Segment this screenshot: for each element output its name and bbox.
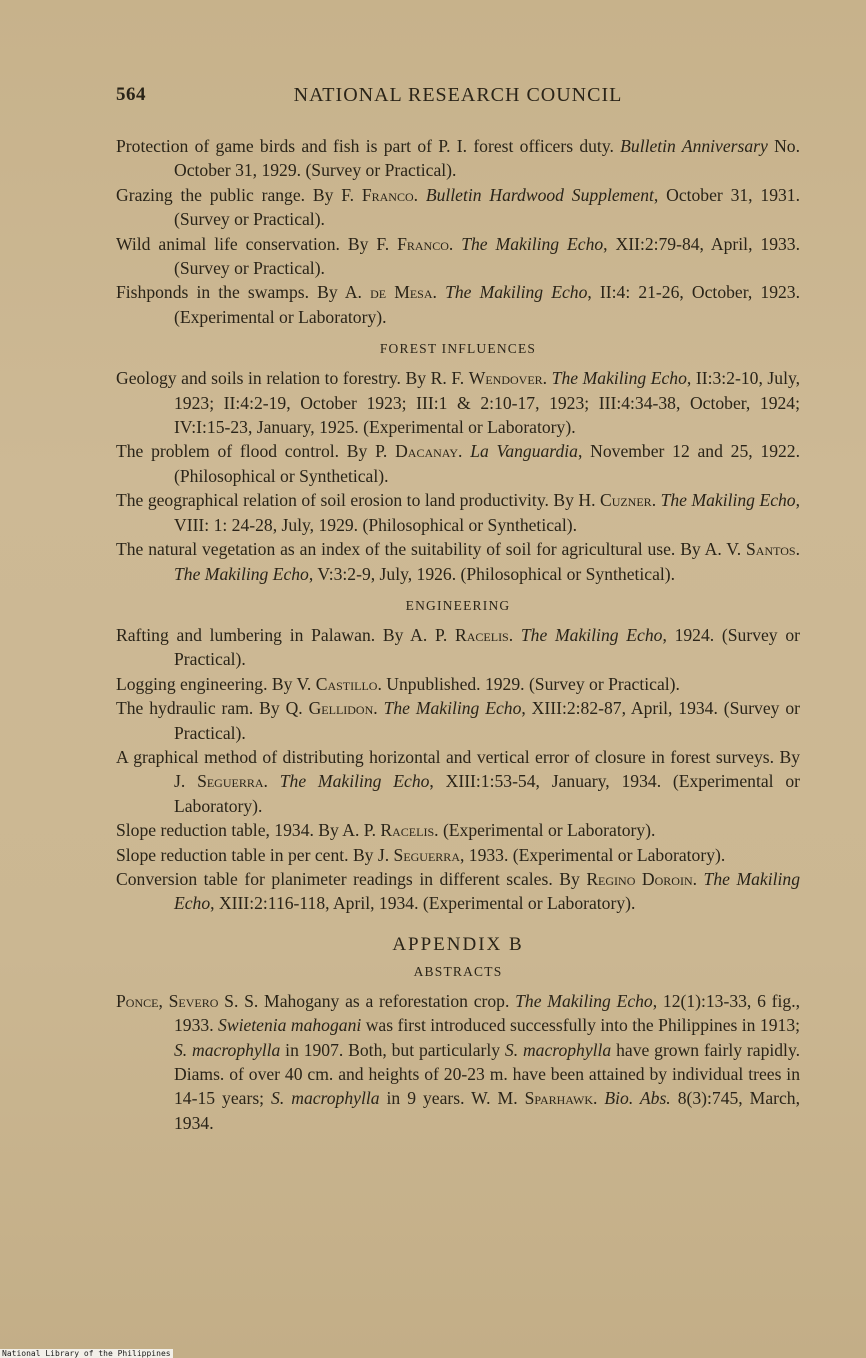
italic-text: S. macrophylla [504,1039,612,1060]
italic-text: The Makiling Echo [515,990,653,1011]
italic-text: La Vanguardia [470,441,578,462]
italic-text: The Makiling Echo [445,282,588,303]
entry-text: was first introduced successfully into the Philippines in 1913; [361,1015,800,1036]
entry-text: , 1933. (Experimental or Laboratory). [459,844,726,865]
entry-text: . [432,282,446,303]
entry-text: , XIII:1:53-54, January, 1934. (Experimental or Laboratory). [174,771,801,816]
entry-text: S. S. Mahogany as a reforestation crop. [218,990,516,1011]
entry-text: Logging engineering. By V. [116,673,316,694]
entry-text: , VIII: 1: 24-28, July, 1929. (Philosophical or Synthetical). [174,490,801,535]
entry-text: . [458,441,471,462]
entry-text: Geology and soils in relation to forestry. By R. F. [116,368,469,389]
entry-text: . [795,539,800,560]
entry-text: , XIII:2:116-118, April, 1934. (Experimental or Laboratory). [210,893,636,914]
appendix-title: APPENDIX B [392,933,524,955]
italic-text: The Makiling Echo [279,771,430,792]
italic-text: The Makiling Echo [174,868,800,914]
entry-text: . [593,1088,605,1109]
entry-text: Fishponds in the swamps. By A. [116,282,371,303]
page-content [116,134,800,1135]
bibliography-entry [116,232,800,281]
author-name: Dacanay [395,441,459,462]
entry-text: , 12(1):13-33, 6 fig., 1933. [174,990,800,1036]
author-name: Santos [746,539,796,560]
entry-text: A graphical method of distributing horizontal and vertical error of closure in forest surveys. By J. [116,746,800,792]
entry-text: , V:3:2-9, July, 1926. (Philosophical or Synthetical). [308,563,676,584]
entry-text: Protection of game birds and fish is part of P. I. forest officers duty. [116,136,621,156]
bibliography-entry [116,745,800,818]
italic-text: The Makiling Echo [174,563,309,584]
author-name: Franco [361,184,414,205]
entry-text: , XII:2:79-84, April, 1933. (Survey or Practical). [174,233,800,279]
abstracts-list [116,989,800,1135]
entry-text: , October 31, 1931. (Survey or Practical). [174,184,800,230]
italic-text: The Makiling Echo [660,490,796,511]
library-footer: National Library of the Philippines [2,1349,171,1358]
italic-text: Bulletin Anniversary [620,136,768,156]
entry-text: The hydraulic ram. By Q. [116,698,309,719]
italic-text: Swietenia mahogani [218,1015,362,1036]
page-number: 564 [116,84,146,105]
entry-text: have grown fairly rapidly. Diams. of over 40 cm. and heights of 20-23 m. have been attained by individual trees in 14-15 years; [174,1039,800,1109]
italic-text: The Makiling Echo [383,698,522,719]
bibliography-entry [116,366,800,439]
entry-text: . [373,698,384,719]
italic-text: The Makiling Echo [551,368,687,389]
abstracts-heading: ABSTRACTS [413,963,503,979]
author-name: Sparhawk [524,1088,593,1109]
bibliography-entry [116,280,800,329]
author-name: Gellidon [308,698,374,719]
author-name: Seguerra [197,771,264,792]
entry-text: . [651,490,661,511]
author-name: Racelis [455,624,509,645]
entry-text: . [263,771,280,792]
bibliography-entry [116,537,800,586]
entry-text: , II:4: 21-26, October, 1923. (Experimental or Laboratory). [174,282,800,327]
italic-text: Bio. Abs. [604,1088,671,1109]
entry-text: The natural vegetation as an index of the suitability of soil for agricultural use. By A. V. [116,539,747,560]
entry-text: Wild animal life conservation. By F. [116,233,398,254]
author-name: Franco [397,233,449,254]
entry-text: Grazing the public range. By F. [116,184,362,205]
section-heading-engineering: ENGINEERING [405,597,511,613]
bibliography-entry [116,672,800,696]
entry-text: , II:3:2-10, July, 1923; II:4:2-19, October 1923; III:1 & 2:10-17, 1923; III:4:34-38, October, 1924; IV:I:15-23, January, 1925. (Experimental or Laboratory). [174,368,801,438]
entry-text: Conversion table for planimeter readings in different scales. By [116,868,587,889]
bibliography-entry [116,818,800,842]
bibliography-entry [116,843,800,867]
bibliography-entry [116,623,800,672]
italic-text: The Makiling Echo [520,624,663,645]
entry-text: The problem of flood control. By P. [116,441,396,462]
author-name: de Mesa [370,282,433,303]
bibliography-entry [116,989,800,1135]
entry-text: , 1924. (Survey or Practical). [174,624,800,670]
entry-text: Slope reduction table, 1934. By A. P. [116,820,381,841]
entry-text: . [542,368,552,389]
section-heading-forest-influences: FOREST INFLUENCES [379,341,537,357]
bibliography-entry [116,867,800,916]
author-name: Racelis [380,820,435,841]
bibliography-entry [116,488,800,537]
entry-text: No. October 31, 1929. (Survey or Practical). [174,136,800,181]
author-name: Wendover [468,368,543,389]
top-entry-list [116,134,800,329]
page-header [116,84,800,114]
entry-text: . [692,868,704,889]
bibliography-entry [116,134,800,183]
italic-text: The Makiling Echo [461,233,604,254]
italic-text: S. macrophylla [271,1088,380,1109]
entry-text: in 1907. Both, but particularly [280,1039,505,1060]
italic-text: Bulletin Hardwood Supplement [425,184,654,205]
author-name: Castillo [315,673,378,694]
author-name: Ponce, Severo [116,990,219,1011]
engineering-list [116,623,800,916]
bibliography-entry [116,183,800,232]
italic-text: S. macrophylla [174,1039,281,1060]
author-name: Regino Doroin [586,868,693,889]
entry-text: , XIII:2:82-87, April, 1934. (Survey or Practical). [174,698,800,743]
author-name: Cuzner [599,490,652,511]
running-title: NATIONAL RESEARCH COUNCIL [293,84,623,106]
entry-text: . [448,233,462,254]
entry-text: The geographical relation of soil erosion to land productivity. By H. [116,490,600,511]
entry-text: Slope reduction table in per cent. By J. [116,844,394,865]
author-name: Seguerra [393,844,460,865]
bibliography-entry [116,439,800,488]
bibliography-entry [116,696,800,745]
entry-text: in 9 years. W. M. [379,1088,525,1109]
entry-text: 8(3):745, March, 1934. [174,1088,800,1133]
entry-text: Rafting and lumbering in Palawan. By A. P. [116,624,455,645]
entry-text: , November 12 and 25, 1922. (Philosophical or Synthetical). [174,441,800,486]
forest-influences-list [116,366,800,586]
entry-text: . [508,624,521,645]
entry-text: . Unpublished. 1929. (Survey or Practical). [377,673,680,694]
entry-text: . [413,184,426,205]
entry-text: . (Experimental or Laboratory). [434,820,656,841]
